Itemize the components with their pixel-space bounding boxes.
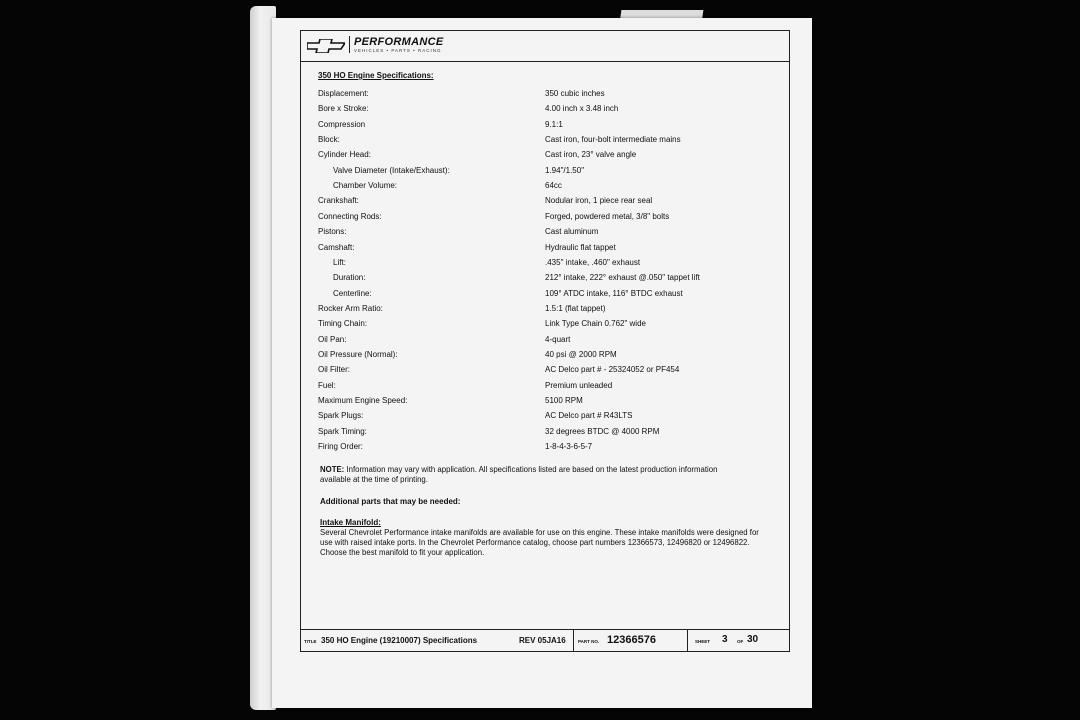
spec-title: 350 HO Engine Specifications:: [318, 71, 434, 80]
spec-label: Compression: [318, 119, 366, 129]
spec-value: 5100 RPM: [545, 396, 583, 405]
spec-value: 9.1:1: [545, 119, 563, 129]
spec-value: Hydraulic flat tappet: [545, 242, 616, 252]
spec-label: Bore x Stroke:: [318, 104, 369, 114]
spec-value: Link Type Chain 0.762" wide: [545, 319, 646, 329]
spec-label: Camshaft:: [318, 242, 355, 252]
spec-row: [301, 135, 781, 148]
spec-label: Chamber Volume:: [333, 181, 398, 191]
spec-value: 1.94"/1.50": [545, 165, 585, 175]
intake-manifold-heading: Intake Manifold:: [320, 518, 381, 527]
spec-label: Crankshaft:: [318, 196, 359, 206]
footer-sheet-total: 30: [747, 634, 759, 645]
spec-value: 40 psi @ 2000 RPM: [545, 349, 617, 359]
note: [320, 465, 750, 485]
footer-sheet-number: 3: [722, 634, 728, 645]
note-text: Information may vary with application. All specifications listed are based on the latest production information available at the time of printing.: [320, 465, 718, 484]
footer-revision: REV 05JA16: [519, 636, 566, 645]
intake-manifold-text: Several Chevrolet Performance intake manifolds are available for use on this engine. These intake manifolds were designed for use with raised intake ports. In the Chevrolet Performance catalog, choose part numbers 12366573, 12496820 or 12496822. Choose the best manifold to fit your application.: [320, 528, 759, 557]
page-frame: [300, 30, 790, 652]
footer-title: 350 HO Engine (19210007) Specifications: [321, 636, 478, 645]
spec-value: Premium unleaded: [545, 380, 613, 390]
spec-row: [301, 427, 781, 440]
spec-label: Duration:: [333, 273, 366, 283]
spec-row: [301, 196, 781, 209]
spec-value: AC Delco part # - 25324052 or PF454: [545, 365, 680, 375]
spec-label: Timing Chain:: [318, 319, 368, 329]
spec-row: [301, 335, 781, 348]
spec-value: .435" intake, .460" exhaust: [545, 257, 641, 267]
spec-value: 4-quart: [545, 334, 571, 344]
spec-row: [301, 304, 781, 317]
footer-sheet-label: SHEET: [695, 639, 711, 644]
spec-label: Connecting Rods:: [318, 211, 382, 221]
brand-title: PERFORMANCE: [354, 36, 444, 48]
spec-label: Lift:: [333, 257, 346, 267]
spec-value: 1.5:1 (flat tappet): [545, 303, 606, 313]
spec-label: Valve Diameter (Intake/Exhaust):: [333, 165, 450, 175]
spec-value: 1-8-4-3-6-5-7: [545, 442, 593, 452]
footer-part-number: 12366576: [607, 634, 656, 646]
spec-value: 4.00 inch x 3.48 inch: [545, 104, 619, 114]
spec-row: [301, 396, 781, 409]
footer-divider: [573, 630, 574, 652]
spec-value: Cast iron, 23° valve angle: [545, 150, 637, 160]
spec-row: [301, 365, 781, 378]
page-header: [301, 31, 789, 62]
spec-label: Oil Pan:: [318, 334, 347, 344]
spec-label: Oil Filter:: [318, 365, 350, 375]
spec-value: 212° intake, 222° exhaust @.050" tappet lift: [545, 273, 700, 283]
chevrolet-bowtie-logo: [307, 39, 345, 53]
footer-part-label: PART NO.: [578, 639, 600, 644]
spec-label: Block:: [318, 135, 340, 145]
brand-tagline: VEHICLES • PARTS • RACING: [354, 48, 442, 53]
spec-row: [301, 411, 781, 424]
spec-value: 32 degrees BTDC @ 4000 RPM: [545, 426, 660, 436]
spec-label: Centerline:: [333, 288, 372, 298]
brand-block: [349, 36, 443, 53]
spec-row: [301, 273, 781, 286]
spec-row: [301, 319, 781, 332]
additional-parts-heading: Additional parts that may be needed:: [320, 497, 461, 506]
spec-row: [301, 381, 781, 394]
spec-label: Spark Timing:: [318, 426, 367, 436]
spec-row: [301, 150, 781, 163]
spec-label: Maximum Engine Speed:: [318, 396, 408, 405]
spec-value: Forged, powdered metal, 3/8" bolts: [545, 211, 670, 221]
spec-row: [301, 166, 781, 179]
note-label: NOTE:: [320, 465, 345, 474]
spec-row: [301, 120, 781, 133]
spec-label: Pistons:: [318, 227, 347, 237]
spec-row: [301, 181, 781, 194]
footer-divider: [687, 630, 688, 652]
title-block: [301, 629, 789, 652]
spec-value: 109° ATDC intake, 116° BTDC exhaust: [545, 288, 683, 298]
spec-row: [301, 104, 781, 117]
spec-row: [301, 442, 781, 455]
spec-row: [301, 89, 781, 102]
spec-label: Fuel:: [318, 380, 336, 390]
spec-value: Cast aluminum: [545, 227, 599, 237]
spec-value: 64cc: [545, 181, 562, 191]
spec-value: 350 cubic inches: [545, 89, 605, 98]
spec-value: Cast iron, four-bolt intermediate mains: [545, 135, 681, 145]
spec-label: Oil Pressure (Normal):: [318, 349, 398, 359]
spec-row: [301, 212, 781, 225]
spec-row: [301, 243, 781, 256]
footer-title-label: TITLE: [304, 639, 317, 644]
document-page: [272, 18, 812, 708]
spec-label: Rocker Arm Ratio:: [318, 303, 383, 313]
spec-row: [301, 289, 781, 302]
spec-label: Displacement:: [318, 89, 369, 98]
spec-row: [301, 350, 781, 363]
footer-of-label: OF: [737, 639, 744, 644]
spec-row: [301, 227, 781, 240]
spec-label: Firing Order:: [318, 442, 363, 452]
spec-row: [301, 258, 781, 271]
spec-label: Spark Plugs:: [318, 411, 364, 421]
spec-value: Nodular iron, 1 piece rear seal: [545, 196, 653, 206]
spec-value: AC Delco part # R43LTS: [545, 411, 633, 421]
spec-label: Cylinder Head:: [318, 150, 371, 160]
